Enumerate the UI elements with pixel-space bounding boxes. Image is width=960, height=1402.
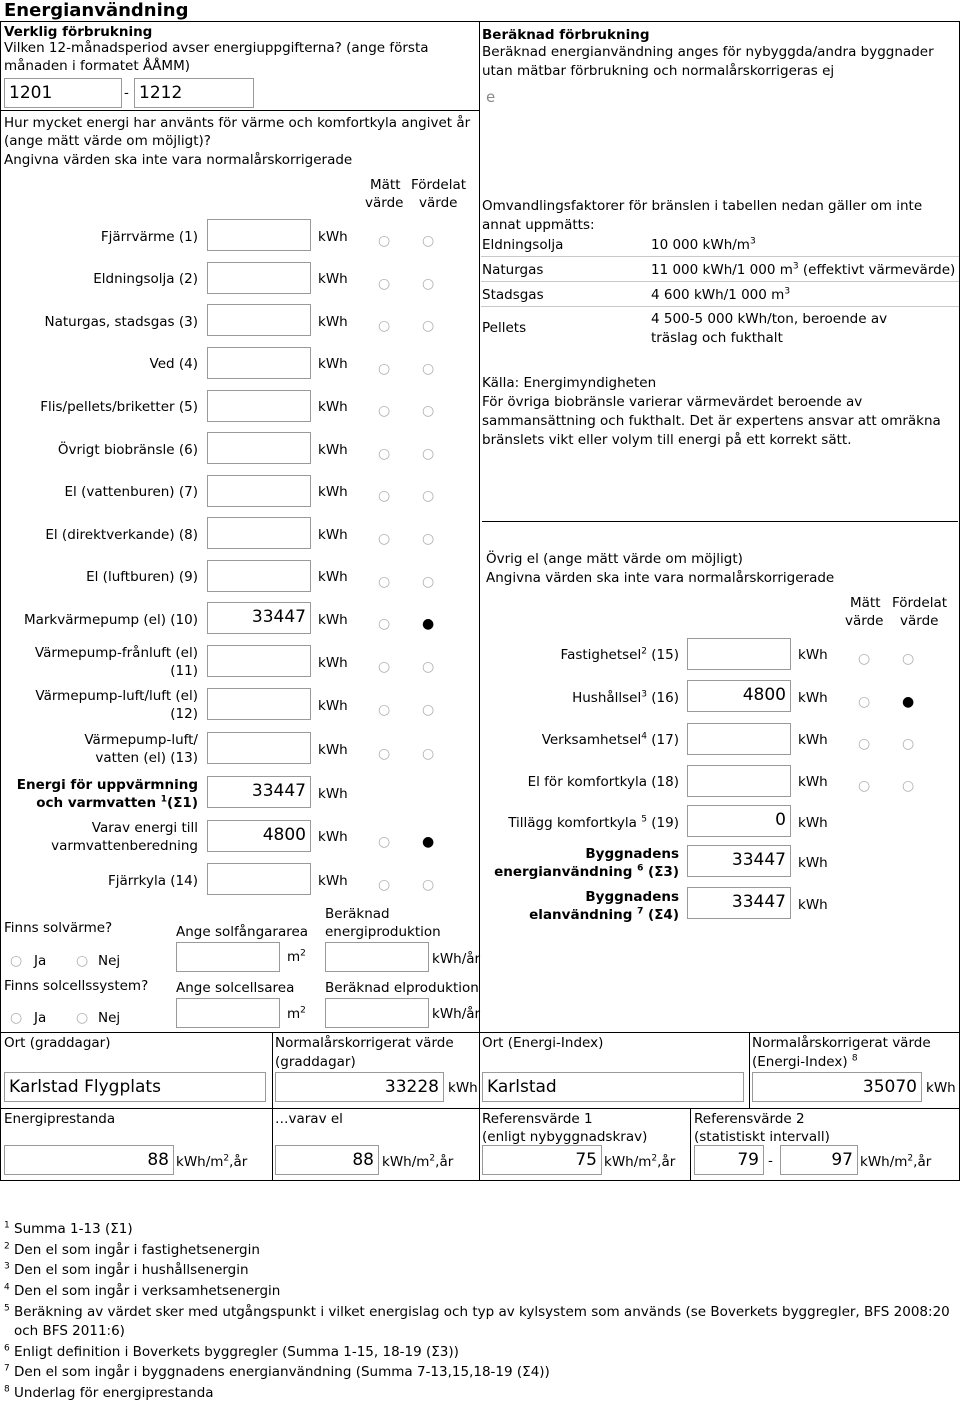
allocated-radio[interactable]: ○ [422, 403, 435, 419]
norm-graddagar-label-2: (graddagar) [275, 1054, 356, 1070]
unit: kWh [318, 829, 348, 845]
measured-radio[interactable]: ○ [858, 694, 871, 710]
source-note-line2: sammansättning och fukthalt. Det är expertens ansvar att omräkna [482, 413, 941, 429]
row-label: El (vattenburen) (7) [64, 484, 198, 500]
unit-m2: $m^2$ [287, 948, 306, 965]
period-question: Vilken 12-månadsperiod avser energiuppgifterna? (ange första månaden i formatet ÅÅMM) [4, 40, 429, 74]
varav-el-label: …varav el [275, 1111, 343, 1127]
factors-intro-line2: annat uppmätts: [482, 217, 595, 233]
cooling-label: Fjärrkyla (14) [107, 873, 198, 889]
unit: kWh [318, 442, 348, 458]
solar-yes-radio[interactable]: ○ [10, 953, 23, 969]
bottom-divider [0, 1032, 960, 1033]
ort-graddagar-label: Ort (graddagar) [4, 1035, 111, 1051]
title-divider [0, 21, 960, 22]
allocated-radio[interactable]: ○ [422, 318, 435, 334]
pv-yes-radio[interactable]: ○ [10, 1010, 23, 1026]
hotwater-input[interactable]: 4800 [207, 820, 311, 852]
footnote: $^7$ Den el som ingår i byggnadens energianvändning (Summa 7-13,15,18-19 (Σ4)) [4, 1363, 550, 1380]
bottom-col-divider [272, 1032, 273, 1180]
hushallsel-input[interactable]: 4800 [687, 680, 791, 712]
row-label: El (luftburen) (9) [86, 569, 198, 585]
pv-no-label: Nej [98, 1010, 121, 1026]
ved-input[interactable] [207, 347, 311, 379]
allocated-radio[interactable]: ○ [422, 446, 435, 462]
markvarmepump-input[interactable]: 33447 [207, 602, 311, 634]
fastighetsel-label: Fastighetsel$^2$ (15) [560, 646, 679, 663]
measured-radio[interactable]: ○ [378, 318, 391, 334]
allocated-radio[interactable]: ○ [902, 778, 915, 794]
allocated-radio[interactable]: ○ [422, 276, 435, 292]
row-label: El (direktverkande) (8) [45, 527, 198, 543]
unit: kWh [318, 742, 348, 758]
ref2-label-1: Referensvärde 2 [694, 1111, 805, 1127]
sum3-label-line2: energianvändning $^6$ (Σ3) [494, 863, 679, 880]
biobransle-input[interactable] [207, 432, 311, 464]
allocated-radio[interactable]: ○ [422, 702, 435, 718]
allocated-radio[interactable]: ○ [422, 531, 435, 547]
factor-name: Naturgas [482, 262, 544, 278]
solar-area-input[interactable] [176, 942, 280, 972]
allocated-radio[interactable]: ● [422, 616, 435, 632]
source: Källa: Energimyndigheten [482, 375, 657, 391]
factor-name: Stadsgas [482, 287, 544, 303]
measured-radio[interactable]: ○ [378, 702, 391, 718]
norm-graddagar-output: 33228 [275, 1072, 444, 1102]
komfortkyla-label: El för komfortkyla (18) [527, 774, 679, 790]
factor-value: 11 000 kWh/1 000 $m^3$ (effektivt värmevärde) [651, 261, 956, 278]
unit: kWh [798, 647, 828, 663]
calculated-checkbox[interactable]: e [486, 88, 496, 106]
other-el-divider [482, 521, 958, 522]
period-divider [0, 110, 479, 111]
measured-radio[interactable]: ○ [378, 531, 391, 547]
bottom-col-divider [749, 1032, 750, 1108]
footnote: $^1$ Summa 1-13 (Σ1) [4, 1220, 133, 1237]
tillagg-label: Tillägg komfortkyla $^5$ (19) [508, 814, 679, 831]
other-el-title: Övrig el (ange mätt värde om möjligt) [486, 551, 743, 567]
period-separator: - [124, 85, 129, 101]
row-label-line1: Värmepump-frånluft (el) [34, 645, 198, 661]
unit: kWh [798, 815, 828, 831]
unit: kWh [318, 527, 348, 543]
row-label-line1: Värmepump-luft/luft (el) [35, 688, 198, 704]
bottom-col-divider [690, 1108, 691, 1180]
footnote: $^6$ Enligt definition i Boverkets byggregler (Summa 1-15, 18-19 (Σ3)) [4, 1343, 459, 1360]
energiprestanda-output: 88 [4, 1145, 174, 1175]
sum1-label-line2: och varmvatten $^1$(Σ1) [36, 794, 198, 811]
col-allocated-2: värde [419, 195, 458, 211]
unit-kwhm2: kWh/$m^2,år$ [604, 1153, 676, 1170]
factor-name: Pellets [482, 320, 527, 336]
allocated-radio[interactable]: ○ [422, 746, 435, 762]
vp-luftluft-input[interactable] [207, 688, 311, 720]
unit: kWh [318, 229, 348, 245]
period-to-input[interactable]: 1212 [134, 78, 254, 108]
varav-el-output: 88 [275, 1145, 379, 1175]
allocated-radio[interactable]: ○ [422, 361, 435, 377]
row-label: Övrigt biobränsle (6) [57, 442, 198, 458]
naturgas-input[interactable] [207, 304, 311, 336]
measured-radio[interactable]: ○ [378, 834, 391, 850]
ref1-output: 75 [482, 1145, 602, 1175]
verksamhetsel-label: Verksamhetsel$^4$ (17) [541, 731, 679, 748]
unit: kWh [798, 774, 828, 790]
source-note-line3: bränslets vikt eller volym till energi på ett korrekt sätt. [482, 432, 852, 448]
verksamhetsel-input[interactable] [687, 723, 791, 755]
unit: kWh [318, 873, 348, 889]
allocated-radio[interactable]: ○ [902, 736, 915, 752]
factor-name: Eldningsolja [482, 237, 564, 253]
measured-radio[interactable]: ○ [858, 736, 871, 752]
unit: kWh [798, 690, 828, 706]
hotwater-label-line2: varmvattenberedning [51, 838, 198, 854]
solar-no-radio[interactable]: ○ [76, 953, 89, 969]
ref2-to-output: 97 [780, 1145, 858, 1175]
norm-index-label-2: (Energi-Index) $^8$ [752, 1053, 858, 1070]
pv-prod-label: Beräknad elproduktion [325, 980, 479, 996]
allocated-radio[interactable]: ○ [422, 574, 435, 590]
measured-radio[interactable]: ○ [378, 233, 391, 249]
fjarrkyla-input[interactable] [207, 863, 311, 895]
sum4-label-line1: Byggnadens [585, 889, 679, 905]
factor-value: 4 600 kWh/1 000 $m^3$ [651, 286, 791, 303]
komfortkyla-input[interactable] [687, 765, 791, 797]
factor-value: 10 000 kWh/$m^3$ [651, 236, 756, 253]
footnote: $^4$ Den el som ingår i verksamhetsenergin [4, 1282, 281, 1299]
unit: kWh [798, 855, 828, 871]
measured-radio[interactable]: ○ [378, 361, 391, 377]
row-label-line2: (12) [170, 706, 198, 722]
col-measured-2: värde [365, 195, 404, 211]
tillagg-input[interactable]: 0 [687, 805, 791, 837]
row-label-line2: vatten (el) (13) [95, 750, 198, 766]
section-title-actual: Verklig förbrukning [4, 24, 153, 40]
measured-radio[interactable]: ○ [378, 877, 391, 893]
measured-radio[interactable]: ○ [378, 446, 391, 462]
unit: kWh [798, 897, 828, 913]
unit: kWh [448, 1080, 478, 1096]
row-label: Flis/pellets/briketter (5) [40, 399, 198, 415]
row-label-line1: Värmepump-luft/ [84, 732, 198, 748]
factor-value: 4 500-5 000 kWh/ton, beroende av [651, 311, 888, 327]
vp-franluft-input[interactable] [207, 645, 311, 677]
pv-no-radio[interactable]: ○ [76, 1010, 89, 1026]
footnote-cont: och BFS 2011:6) [14, 1323, 125, 1339]
pv-area-input[interactable] [176, 998, 280, 1028]
allocated-radio[interactable]: ● [422, 834, 435, 850]
solar-yes-label: Ja [34, 953, 47, 969]
heat-question: Hur mycket energi har använts för värme och komfortkyla angivet år (ange mätt värde om möjligt)? [4, 115, 471, 149]
col-measured-1: Mätt [370, 177, 401, 193]
ort-index-label: Ort (Energi-Index) [482, 1035, 604, 1051]
measured-radio[interactable]: ○ [858, 651, 871, 667]
frame-bottom [0, 1180, 960, 1181]
ort-graddagar-input[interactable]: Karlstad Flygplats [4, 1072, 266, 1102]
other-el-note: Angivna värden ska inte vara normalårskorrigerade [486, 570, 835, 586]
measured-radio[interactable]: ○ [858, 778, 871, 794]
sum4-output: 33447 [687, 887, 791, 919]
row-label: Naturgas, stadsgas (3) [44, 314, 198, 330]
fjarrvarme-input[interactable] [207, 219, 311, 251]
solar-prod-label-2: energiproduktion [325, 924, 441, 940]
allocated-radio[interactable]: ● [902, 694, 915, 710]
allocated-radio[interactable]: ○ [422, 233, 435, 249]
measured-radio[interactable]: ○ [378, 276, 391, 292]
unit: kWh [318, 399, 348, 415]
hotwater-label-line1: Varav energi till [91, 820, 198, 836]
pv-question: Finns solcellssystem? [4, 978, 149, 994]
el-direkt-input[interactable] [207, 517, 311, 549]
footnote: $^2$ Den el som ingår i fastighetsenergin [4, 1241, 260, 1258]
col-allocated-1: Fördelat [411, 177, 467, 193]
unit-kwh-year: kWh/år [432, 951, 481, 967]
bottom-divider-2 [0, 1108, 960, 1109]
factor-divider [481, 256, 959, 257]
unit: kWh [318, 655, 348, 671]
footnote: $^8$ Underlag för energiprestanda [4, 1384, 214, 1401]
measured-radio[interactable]: ○ [378, 574, 391, 590]
factor-value-line2: träslag och fukthalt [651, 330, 783, 346]
col-measured-2: värde [845, 613, 884, 629]
row-label: Ved (4) [149, 356, 198, 372]
el-luftburen-input[interactable] [207, 560, 311, 592]
factor-divider [481, 281, 959, 282]
solar-prod-label-1: Beräknad [325, 906, 390, 922]
eldningsolja-input[interactable] [207, 262, 311, 294]
ref1-label-2: (enligt nybyggnadskrav) [482, 1129, 648, 1145]
factors-intro-line1: Omvandlingsfaktorer för bränslen i tabellen nedan gäller om inte [482, 198, 923, 214]
norm-index-label-1: Normalårskorrigerat värde [752, 1035, 931, 1051]
unit: kWh [318, 314, 348, 330]
calc-text-line2: utan mätbar förbrukning och normalårskorrigeras ej [482, 63, 835, 79]
pv-yes-label: Ja [34, 1010, 47, 1026]
measured-radio[interactable]: ○ [378, 659, 391, 675]
solar-no-label: Nej [98, 953, 121, 969]
norm-graddagar-label-1: Normalårskorrigerat värde [275, 1035, 454, 1051]
col-measured-1: Mätt [850, 595, 881, 611]
allocated-radio[interactable]: ○ [422, 877, 435, 893]
unit: kWh [318, 356, 348, 372]
unit: kWh [318, 698, 348, 714]
section-title-calculated: Beräknad förbrukning [482, 27, 650, 43]
unit: kWh [318, 484, 348, 500]
not-normalized-note: Angivna värden ska inte vara normalårskorrigerade [4, 152, 353, 168]
col-allocated-1: Fördelat [892, 595, 948, 611]
ref2-separator: - [768, 1153, 773, 1169]
solar-question: Finns solvärme? [4, 920, 113, 936]
unit: kWh [318, 786, 348, 802]
measured-radio[interactable]: ○ [378, 403, 391, 419]
unit: kWh [798, 732, 828, 748]
col-allocated-2: värde [900, 613, 939, 629]
sum1-label-line1: Energi för uppvärmning [16, 777, 198, 793]
factor-divider [481, 306, 959, 307]
row-label: Eldningsolja (2) [93, 271, 198, 287]
flis-input[interactable] [207, 390, 311, 422]
period-from-input[interactable]: 1201 [4, 78, 122, 108]
measured-radio[interactable]: ○ [378, 746, 391, 762]
unit-kwhm2: kWh/$m^2,år$ [382, 1153, 454, 1170]
ref1-label-1: Referensvärde 1 [482, 1111, 593, 1127]
allocated-radio[interactable]: ○ [422, 659, 435, 675]
el-vattenburen-input[interactable] [207, 475, 311, 507]
sum1-output: 33447 [207, 776, 311, 808]
unit-kwh-year: kWh/år [432, 1006, 481, 1022]
allocated-radio[interactable]: ○ [422, 488, 435, 504]
page-title: Energianvändning [4, 0, 189, 21]
fastighetsel-input[interactable] [687, 638, 791, 670]
unit-kwhm2: kWh/$m^2,år$ [860, 1153, 932, 1170]
unit-kwhm2: kWh/$m^2,år$ [176, 1153, 248, 1170]
sum3-label-line1: Byggnadens [585, 846, 679, 862]
vp-luftvatten-input[interactable] [207, 732, 311, 764]
measured-radio[interactable]: ○ [378, 488, 391, 504]
sum3-output: 33447 [687, 845, 791, 877]
row-label: Fjärrvärme (1) [100, 229, 198, 245]
unit: kWh [318, 271, 348, 287]
frame-left [0, 21, 1, 1180]
footnote: $^3$ Den el som ingår i hushållsenergin [4, 1261, 249, 1278]
row-label: Markvärmepump (el) (10) [23, 612, 198, 628]
allocated-radio[interactable]: ○ [902, 651, 915, 667]
source-note-line1: För övriga biobränsle varierar värmevärdet beroende av [482, 394, 863, 410]
ort-index-input[interactable]: Karlstad [482, 1072, 744, 1102]
footnote: $^5$ Beräkning av värdet sker med utgångspunkt i vilket energislag och typ av kylsystem som används (se Boverkets byggregler, BFS 2008:20 [4, 1303, 950, 1320]
pv-prod-input[interactable] [325, 998, 429, 1028]
pv-area-label: Ange solcellsarea [176, 980, 295, 996]
norm-index-output: 35070 [752, 1072, 922, 1102]
unit: kWh [926, 1080, 956, 1096]
unit: kWh [318, 612, 348, 628]
hushallsel-label: Hushållsel$^3$ (16) [572, 689, 679, 706]
row-label-line2: (11) [170, 663, 198, 679]
calc-text-line1: Beräknad energianvändning anges för nybyggda/andra byggnader [482, 44, 934, 60]
solar-prod-input[interactable] [325, 942, 429, 972]
measured-radio[interactable]: ○ [378, 616, 391, 632]
sum4-label-line2: elanvändning $^7$ (Σ4) [529, 906, 679, 923]
ref2-from-output: 79 [694, 1145, 764, 1175]
solar-area-label: Ange solfångararea [176, 924, 309, 940]
ref2-label-2: (statistiskt intervall) [694, 1129, 830, 1145]
unit: kWh [318, 569, 348, 585]
unit-m2: $m^2$ [287, 1005, 306, 1022]
energiprestanda-label: Energiprestanda [4, 1111, 116, 1127]
